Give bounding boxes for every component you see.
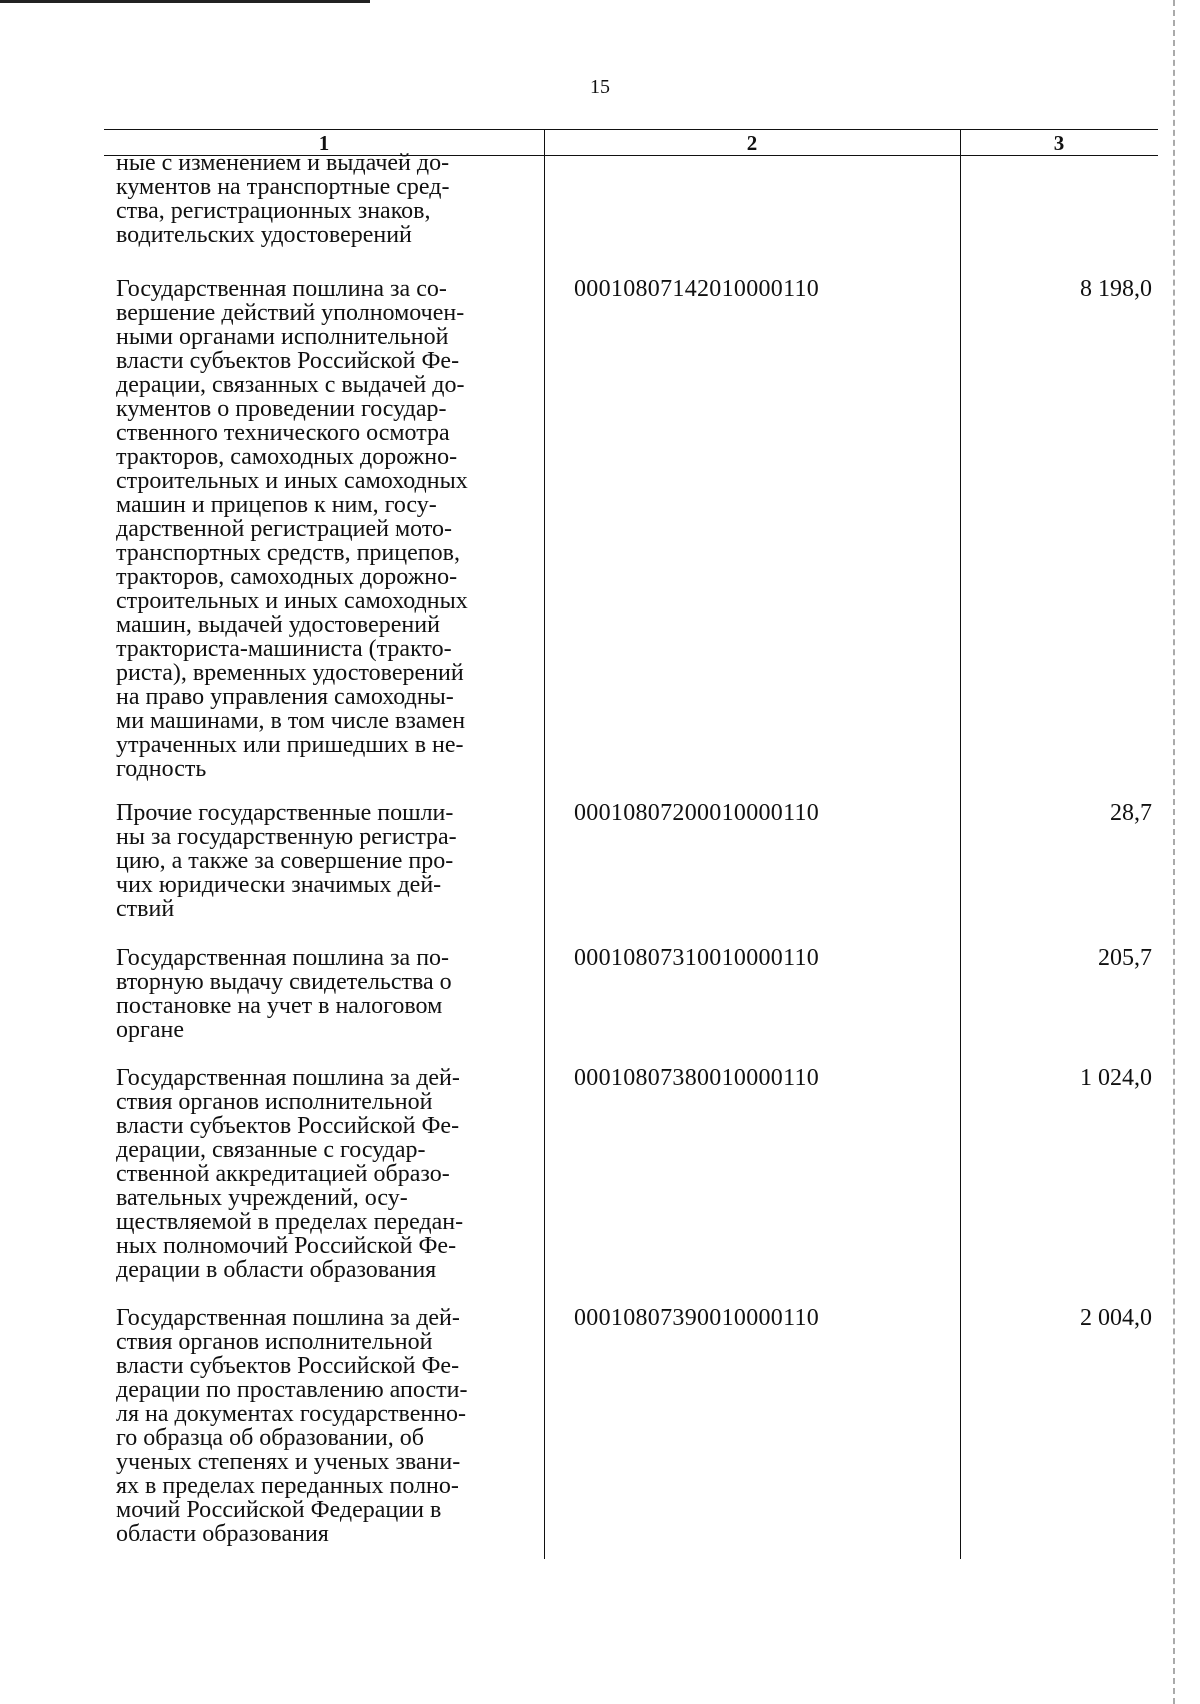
scan-edge-margin <box>1173 0 1177 1704</box>
row-description: Государственная пошлина за дей- ствия органов исполнительной власти субъектов Российской Фе- дерации по проставлению апости- ля на документах государственно- го образца об образовании, об ученых степенях и ученых звани- ях в пределах переданных полно- мочий Российской Федерации в области образования <box>116 1305 468 1547</box>
column-header-1: 1 <box>318 131 330 155</box>
row-value: 205,7 <box>1098 945 1152 971</box>
budget-table <box>104 129 1158 1559</box>
row-value: 28,7 <box>1110 800 1152 826</box>
column-divider-2 <box>960 129 961 1559</box>
row-value: 8 198,0 <box>1080 276 1152 302</box>
row-description: Прочие государственные пошли- ны за государственную регистра- цию, а также за совершение про- чих юридически значимых дей- ствий <box>116 800 457 922</box>
row-code: 00010807142010000110 <box>574 276 820 302</box>
column-header-3: 3 <box>1053 131 1065 155</box>
row-code: 00010807380010000110 <box>574 1065 820 1091</box>
column-divider-1 <box>544 129 545 1559</box>
row-description: Государственная пошлина за дей- ствия органов исполнительной власти субъектов Российской Фе- дерации, связанные с государ- ственной аккредитацией образо- вательных учреждений, осу- ществляемой в пределах передан- ных полномочий Российской Фе- дерации в области образования <box>116 1065 464 1283</box>
row-value: 2 004,0 <box>1080 1305 1152 1331</box>
row-description: ные с изменением и выдачей до- кументов на транспортные сред- ства, регистрационных знаков, водительских удостоверений <box>116 150 450 248</box>
top-edge-rule <box>0 0 370 3</box>
row-value: 1 024,0 <box>1080 1065 1152 1091</box>
row-description: Государственная пошлина за со- вершение действий уполномочен- ными органами исполнительной власти субъектов Российской Фе- дерации, связанных с выдачей до- кументов о проведении государ- ственного технического осмотра тракторов, самоходных дорожно- строительных и иных самоходных машин и прицепов к ним, госу- дарственной регистрацией мото- транспортных средств, прицепов, тракторов, самоходных дорожно- строительных и иных самоходных машин, выдачей удостоверений тракториста-машиниста (тракто- риста), временных удостоверений на право управления самоходны- ми машинами, в том числе взамен утраченных или пришедших в не- годность <box>116 276 468 782</box>
column-header-2: 2 <box>746 131 758 155</box>
table-top-border <box>104 129 1158 130</box>
row-description: Государственная пошлина за по- вторную выдачу свидетельства о постановке на учет в налоговом органе <box>116 945 452 1043</box>
row-code: 00010807200010000110 <box>574 800 820 826</box>
page-number: 15 <box>590 76 610 98</box>
row-code: 00010807390010000110 <box>574 1305 820 1331</box>
row-code: 00010807310010000110 <box>574 945 820 971</box>
